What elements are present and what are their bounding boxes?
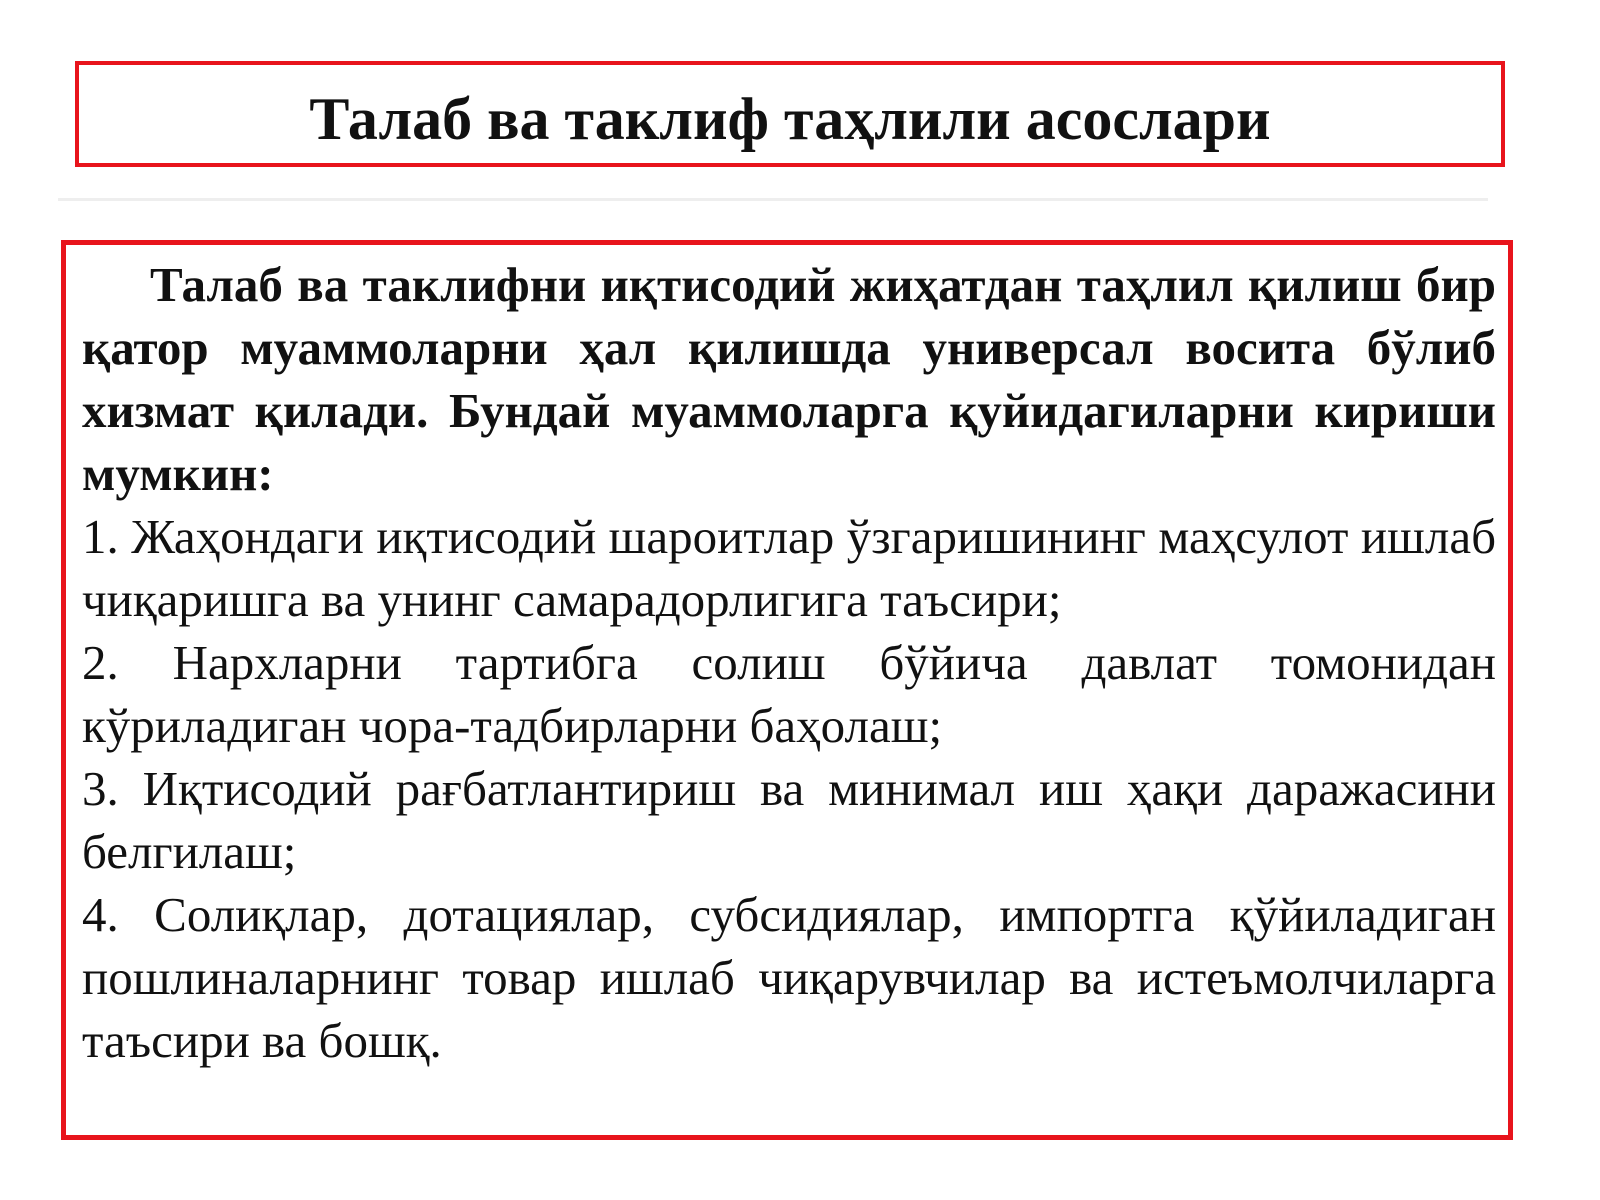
- slide-title: Талаб ва таклиф таҳлили асослари: [309, 86, 1271, 152]
- list-item-3: 3. Иқтисодий рағбатлантириш ва минимал иш ҳақи даражасини белгилаш;: [82, 761, 1496, 879]
- content-text: [82, 253, 1496, 1072]
- title-frame: [75, 61, 1505, 167]
- list-item-1: 1. Жаҳондаги иқтисодий шароитлар ўзгаришининг маҳсулот ишлаб чиқаришга ва унинг самарадорлигига таъсири;: [82, 509, 1496, 627]
- intro-paragraph: Талаб ва таклифни иқтисодий жиҳатдан таҳлил қилиш бир қатор муаммоларни ҳал қилишда универсал восита бўлиб хизмат қилади. Бундай муаммоларга қуйидагиларни кириши мумкин:: [82, 257, 1496, 501]
- list-item-2: 2. Нархларни тартибга солиш бўйича давлат томонидан кўриладиган чора-тадбирларни баҳолаш;: [82, 635, 1496, 753]
- title-divider: [58, 198, 1488, 201]
- list-item-4: 4. Солиқлар, дотациялар, субсидиялар, импортга қўйиладиган пошлиналарнинг товар ишлаб чиқарувчилар ва истеъмолчиларга таъсири ва бошқ.: [82, 887, 1496, 1068]
- content-frame: [61, 240, 1513, 1140]
